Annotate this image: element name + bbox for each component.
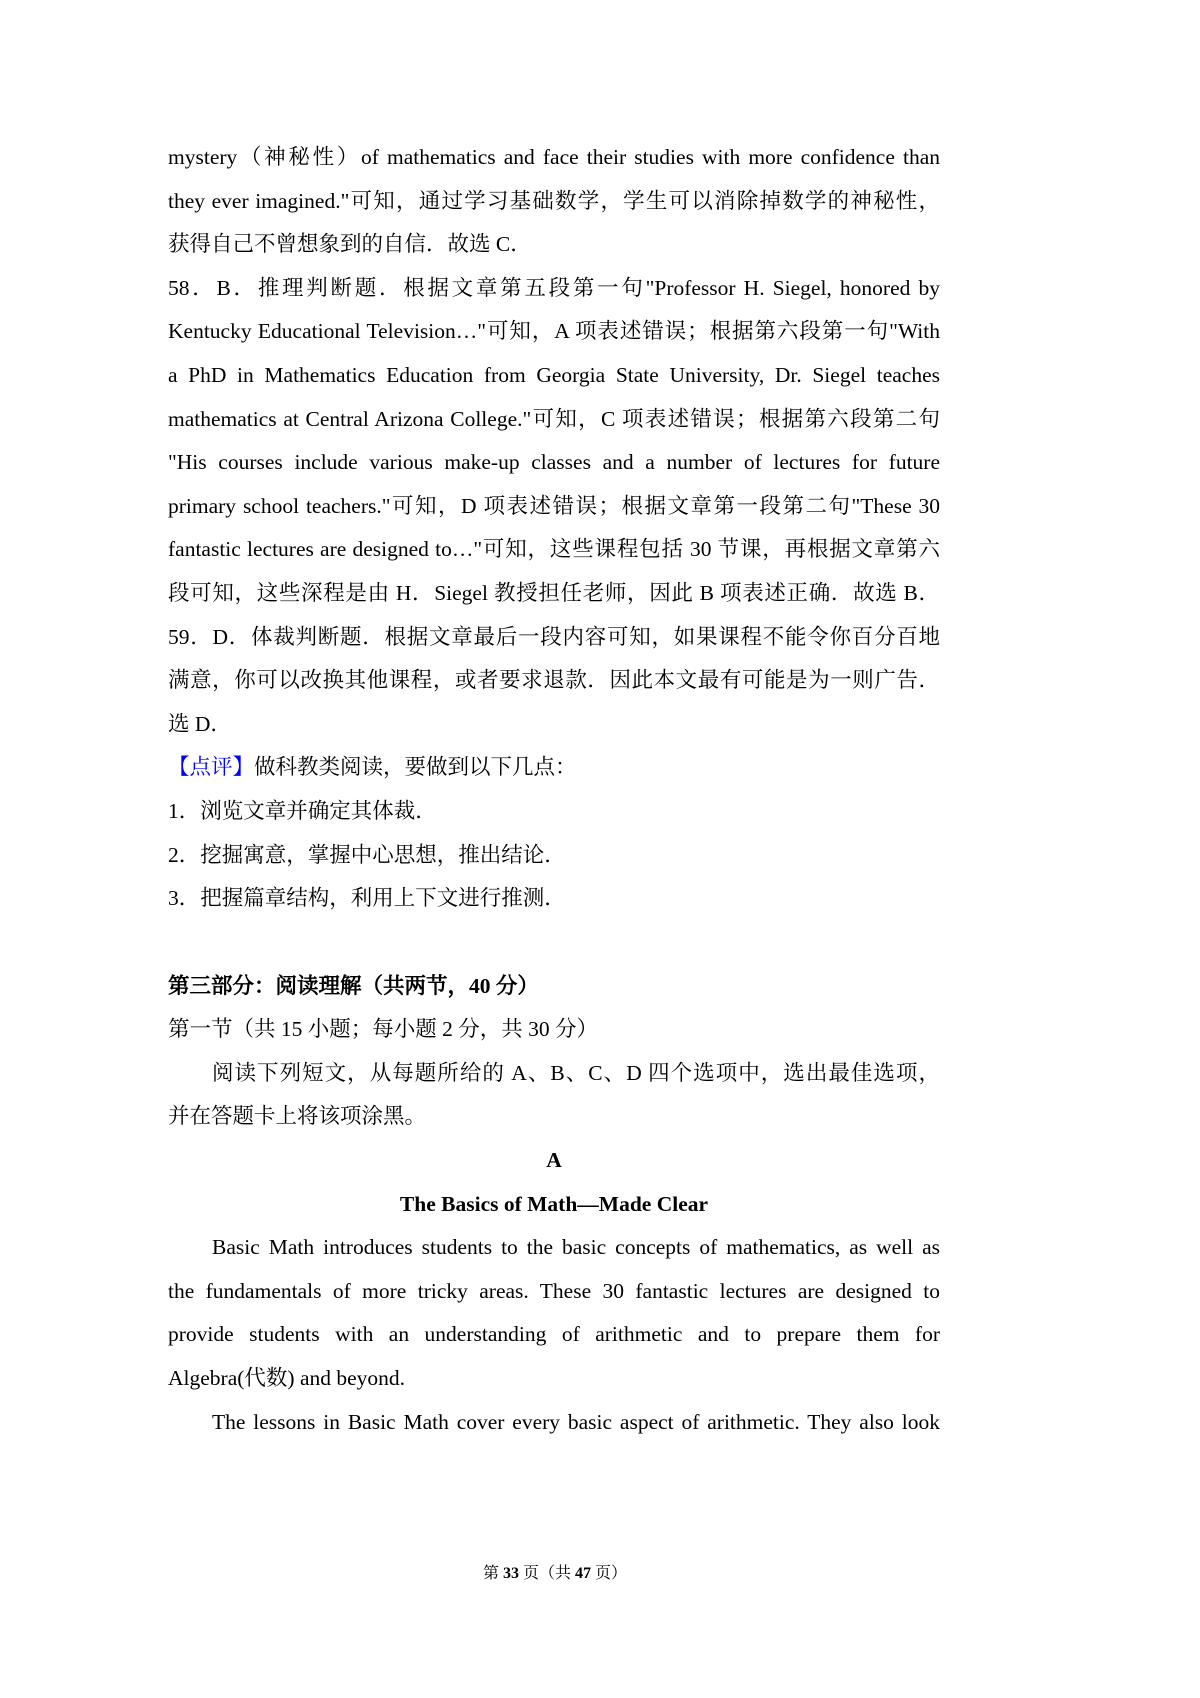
document-page xyxy=(168,136,940,1444)
comment-tag: 【点评】 xyxy=(168,755,255,780)
section-subheading: 第一节（共 15 小题；每小题 2 分，共 30 分） xyxy=(168,1017,599,1042)
page-footer xyxy=(0,1564,1110,1584)
answer-57-tail xyxy=(168,136,940,267)
text-line: 58．B．推理判断题．根据文章第五段第一句"Professor H. Siegel, honored by xyxy=(168,275,940,300)
passage-line: Basic Math introduces students to the basic concepts of mathematics, as well as xyxy=(212,1235,940,1260)
total-pages-number: 47 xyxy=(575,1565,591,1582)
text-line: they ever imagined."可知，通过学习基础数学，学生可以消除掉数学的神秘性， xyxy=(168,188,940,213)
text-line: mathematics at Central Arizona College."可知，C 项表述错误；根据第六段第二句 xyxy=(168,406,940,431)
passage-title: The Basics of Math—Made Clear xyxy=(399,1191,709,1216)
spacer xyxy=(168,921,940,965)
text-line: mystery（神秘性）of mathematics and face their studies with more confidence than xyxy=(168,145,940,169)
text-line: a PhD in Mathematics Education from Georgia State University, Dr. Siegel teaches xyxy=(168,362,940,387)
text-line: 满意，你可以改换其他课程，或者要求退款．因此本文最有可能是为一则广告． xyxy=(168,668,940,693)
text-line: fantastic lectures are designed to…"可知，这些课程包括 30 节课，再根据文章第六 xyxy=(168,537,940,562)
passage-label: A xyxy=(546,1148,562,1173)
current-page-number: 33 xyxy=(502,1565,519,1582)
text-line: 选 D． xyxy=(168,711,232,736)
comment-point: 2．挖掘寓意，掌握中心思想，推出结论． xyxy=(168,842,566,867)
text-line: primary school teachers."可知，D 项表述错误；根据文章第一段第二句"These 30 xyxy=(168,493,940,518)
text-line: "His courses include various make-up classes and a number of lectures for future xyxy=(168,450,940,475)
passage-line: The lessons in Basic Math cover every basic aspect of arithmetic. They also look xyxy=(212,1409,940,1434)
text-line: 59．D．体裁判断题．根据文章最后一段内容可知，如果课程不能令你百分百地 xyxy=(168,624,940,649)
comment-heading xyxy=(168,746,940,790)
answer-58 xyxy=(168,267,940,616)
comment-text: 做科教类阅读，要做到以下几点： xyxy=(254,755,577,780)
answer-59 xyxy=(168,616,940,747)
footer-prefix: 第 xyxy=(482,1565,499,1582)
text-line: 段可知，这些深程是由 H．Siegel 教授担任老师，因此 B 项表述正确．故选 B． xyxy=(168,580,940,605)
instructions-line: 阅读下列短文，从每题所给的 A、B、C、D 四个选项中，选出最佳选项， xyxy=(212,1060,940,1085)
footer-middle: 页（共 xyxy=(522,1565,571,1582)
passage-line: provide students with an understanding of arithmetic and to prepare them for xyxy=(168,1322,940,1347)
text-line: 获得自己不曾想象到的自信．故选 C． xyxy=(168,232,532,257)
comment-point: 1．浏览文章并确定其体裁． xyxy=(168,798,437,823)
comment-block xyxy=(168,746,940,920)
passage-line: Algebra(代数) and beyond. xyxy=(168,1366,406,1391)
instructions-line: 并在答题卡上将该项涂黑。 xyxy=(168,1104,427,1129)
passage-line: the fundamentals of more tricky areas. These 30 fantastic lectures are designed to xyxy=(168,1278,940,1303)
footer-suffix: 页） xyxy=(595,1565,628,1582)
text-line: Kentucky Educational Television…"可知，A 项表述错误；根据第六段第一句"With xyxy=(168,319,940,344)
comment-point: 3．把握篇章结构，利用上下文进行推测． xyxy=(168,886,566,911)
section-heading: 第三部分：阅读理解（共两节，40 分） xyxy=(168,973,539,998)
section-header xyxy=(168,965,940,1139)
passage-a xyxy=(168,1139,940,1444)
